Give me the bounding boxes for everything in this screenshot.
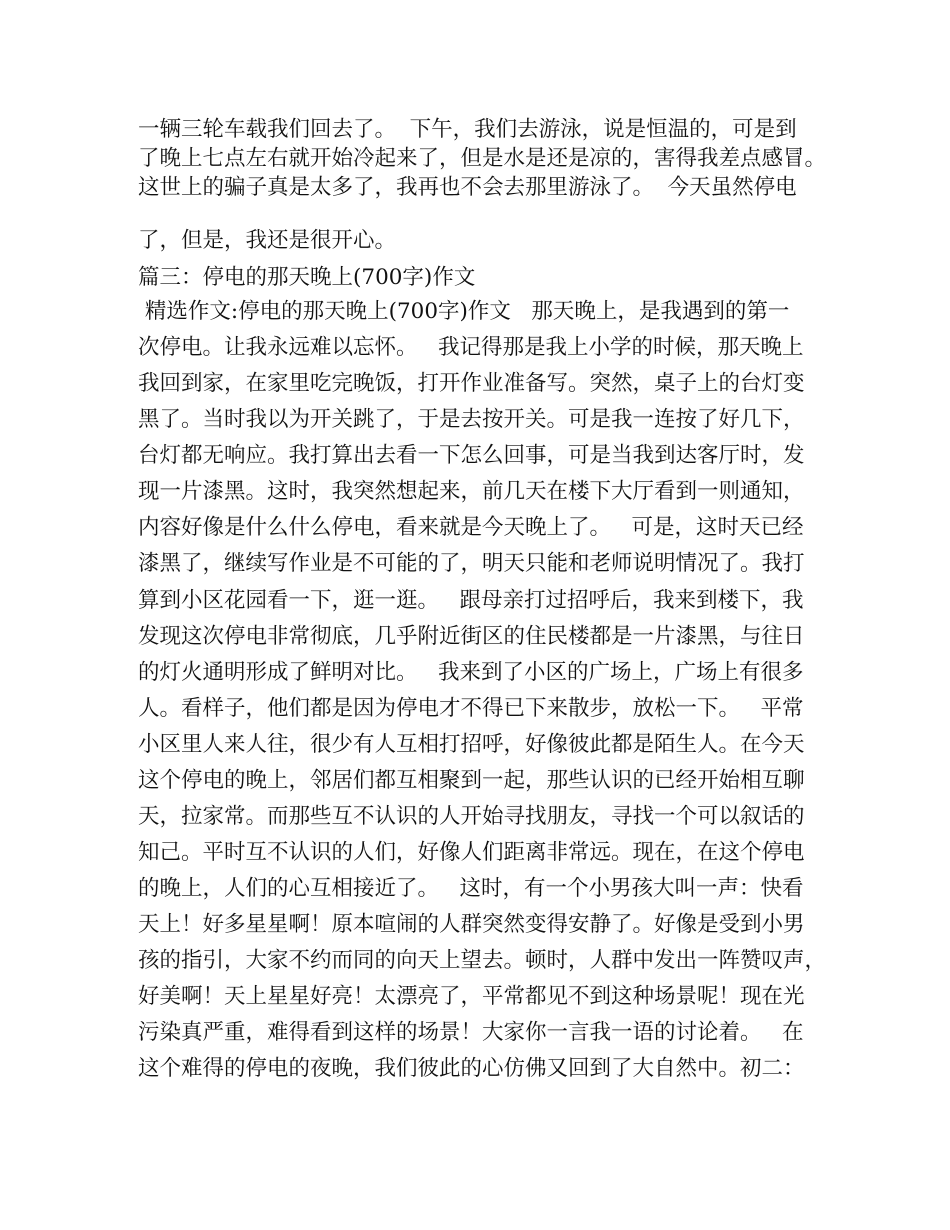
text-line: 次停电。让我永远难以忘怀。 我记得那是我上小学的时候，那天晚上 (138, 335, 804, 360)
text-line: 这个难得的停电的夜晚，我们彼此的心仿佛又回到了大自然中。初二： (138, 1056, 805, 1081)
text-line: 漆黑了，继续写作业是不可能的了，明天只能和老师说明情况了。我打 (138, 551, 805, 576)
text-line: 黑了。当时我以为开关跳了，于是去按开关。可是我一连按了好几下， (138, 407, 805, 432)
text-line: 小区里人来人往，很少有人互相打招呼，好像彼此都是陌生人。在今天 (138, 732, 805, 757)
text-line: 现一片漆黑。这时，我突然想起来，前几天在楼下大厅看到一则通知， (138, 479, 805, 504)
text-line: 知己。平时互不认识的人们，好像人们距离非常远。现在，在这个停电 (138, 840, 805, 865)
text-line: 天上！好多星星啊！原本喧闹的人群突然变得安静了。好像是受到小男 (138, 912, 805, 937)
text-line: 台灯都无响应。我打算出去看一下怎么回事，可是当我到达客厅时，发 (138, 443, 805, 468)
text-line: 一辆三轮车载我们回去了。 下午，我们去游泳，说是恒温的，可是到 (138, 117, 797, 142)
text-line: 发现这次停电非常彻底，几乎附近街区的住民楼都是一片漆黑，与往日 (138, 624, 805, 649)
text-line: 好美啊！天上星星好亮！太漂亮了，平常都见不到这种场景呢！现在光 (138, 984, 805, 1009)
text-line: 内容好像是什么什么停电，看来就是今天晚上了。 可是，这时天已经 (138, 515, 804, 540)
text-line: 人。看样子，他们都是因为停电才不得已下来散步，放松一下。 平常 (138, 696, 804, 721)
text-line: 算到小区花园看一下，逛一逛。 跟母亲打过招呼后，我来到楼下，我 (138, 588, 804, 613)
text-line: 这世上的骗子真是太多了，我再也不会去那里游泳了。 今天虽然停电 (138, 175, 797, 200)
text-line: 的灯火通明形成了鲜明对比。 我来到了小区的广场上，广场上有很多 (138, 660, 804, 685)
text-line: 孩的指引，大家不约而同的向天上望去。顿时，人群中发出一阵赞叹声， (138, 948, 827, 973)
text-line: 我回到家，在家里吃完晚饭，打开作业准备写。突然，桌子上的台灯变 (138, 371, 805, 396)
text-line: 污染真严重，难得看到这样的场景！大家你一言我一语的讨论着。 在 (138, 1020, 804, 1045)
text-line: 精选作文:停电的那天晚上(700字)作文 那天晚上，是我遇到的第一 (138, 299, 790, 324)
text-line: 了，但是，我还是很开心。 (138, 228, 397, 253)
text-line: 的晚上，人们的心互相接近了。 这时，有一个小男孩大叫一声：快看 (138, 876, 804, 901)
text-line: 天，拉家常。而那些互不认识的人开始寻找朋友，寻找一个可以叙话的 (138, 804, 805, 829)
text-line: 了晚上七点左右就开始冷起来了，但是水是还是凉的，害得我差点感冒。 (138, 146, 827, 171)
section-heading: 篇三：停电的那天晚上(700字)作文 (138, 265, 476, 290)
text-line: 这个停电的晚上，邻居们都互相聚到一起，那些认识的已经开始相互聊 (138, 768, 805, 793)
